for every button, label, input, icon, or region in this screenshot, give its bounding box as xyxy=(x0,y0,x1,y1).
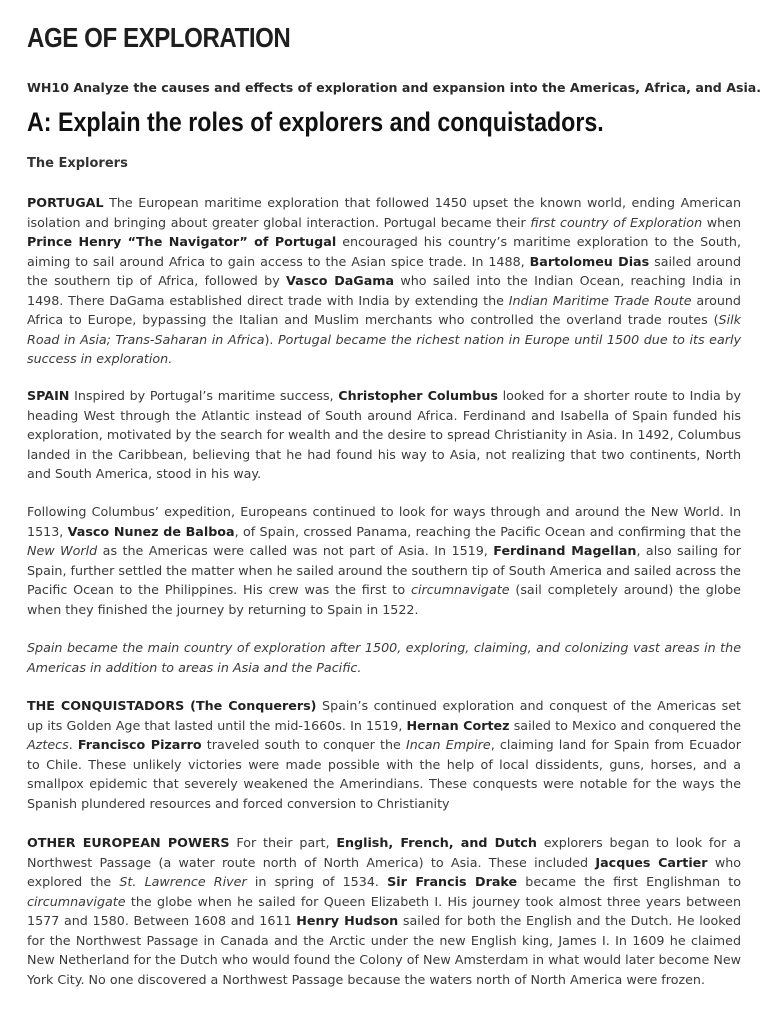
other-powers-paragraph: OTHER EUROPEAN POWERS For their part, English, French, and Dutch explorers began to look for a Northwest Passage (a water route north of North America) to Asia. These included Jacques Cartier who explored the St. Lawrence River in spring of 1534. Sir Francis Drake became the first Englishman to circumnavigate the globe when he sailed for Queen Elizabeth I. His journey took almost three years between 1577 and 1580. Between 1608 and 1611 Henry Hudson sailed for both the English and the Dutch. He looked for the Northwest Passage in Canada and the Arctic under the new English king, James I. In 1609 he claimed New Netherland for the Dutch who would found the Colony of New Amsterdam in what would later become New York City. No one discovered a Northwest Passage because the waters north of North America were frozen. xyxy=(27,835,742,987)
following-columbus-paragraph: Following Columbus’ expedition, Europeans continued to look for ways through and around the New World. In 1513, Vasco Nunez de Balboa, of Spain, crossed Panama, reaching the Pacific Ocean and confirming that the New World as the Americas were called was not part of Asia. In 1519, Ferdinand Magellan, also sailing for Spain, further settled the matter when he sailed around the southern tip of South America and sailed across the Pacific Ocean to the Philippines. His crew was the first to circumnavigate (sail completely around) the globe when they finished the journey by returning to Spain in 1522. xyxy=(27,504,741,617)
page-title: AGE OF EXPLORATION xyxy=(27,22,291,53)
section-subtitle: A: Explain the roles of explorers and conquistadors. xyxy=(27,107,604,137)
portugal-paragraph: PORTUGAL The European maritime exploration that followed 1450 upset the known world, ending American isolation and bringing about greater global interaction. Portugal became their first country of Exploration when Prince Henry “The Navigator” of Portugal encouraged his country’s maritime exploration to the South, aiming to sail around Africa to gain access to the Asian spice trade. In 1488, Bartolomeu Dias sailed around the southern tip of Africa, followed by Vasco DaGama who sailed into the Indian Ocean, reaching India in 1498. There DaGama established direct trade with India by extending the Indian Maritime Trade Route around Africa to Europe, bypassing the Italian and Muslim merchants who controlled the overland trade routes (Silk Road in Asia; Trans-Saharan in Africa). Portugal became the richest nation in Europe until 1500 due to its early success in exploration. xyxy=(27,195,741,366)
portugal-heading: PORTUGAL xyxy=(27,195,104,210)
standard-statement: WH10 Analyze the causes and effects of exploration and expansion into the Americas, Africa, and Asia. xyxy=(27,80,762,95)
other-powers-heading: OTHER EUROPEAN POWERS xyxy=(27,835,230,850)
spain-heading: SPAIN xyxy=(27,388,70,403)
conquistadors-heading: THE CONQUISTADORS (The Conquerers) xyxy=(27,698,317,713)
explorers-heading: The Explorers xyxy=(27,156,128,171)
conquistadors-paragraph: THE CONQUISTADORS (The Conquerers) Spain’s continued exploration and conquest of the Americas set up its Golden Age that lasted until the mid-1660s. In 1519, Hernan Cortez sailed to Mexico and conquered the Aztecs. Francisco Pizarro traveled south to conquer the Incan Empire, claiming land for Spain from Ecuador to Chile. These unlikely victories were made possible with the help of local dissidents, guns, horses, and a smallpox epidemic that severely weakened the Amerindians. These conquests were notable for the ways the Spanish plundered resources and forced conversion to Christianity xyxy=(27,698,742,811)
spain-paragraph: SPAIN Inspired by Portugal’s maritime success, Christopher Columbus looked for a shorter route to India by heading West through the Atlantic instead of South around Africa. Ferdinand and Isabella of Spain funded his exploration, motivated by the search for wealth and the desire to spread Christianity in Asia. In 1492, Columbus landed in the Caribbean, believing that he had found his way to Asia, not realizing that two continents, North and South America, stood in his way. xyxy=(27,388,741,481)
spain-main-country-paragraph: Spain became the main country of exploration after 1500, exploring, claiming, and colonizing vast areas in the Americas in addition to areas in Asia and the Pacific. xyxy=(27,640,741,675)
